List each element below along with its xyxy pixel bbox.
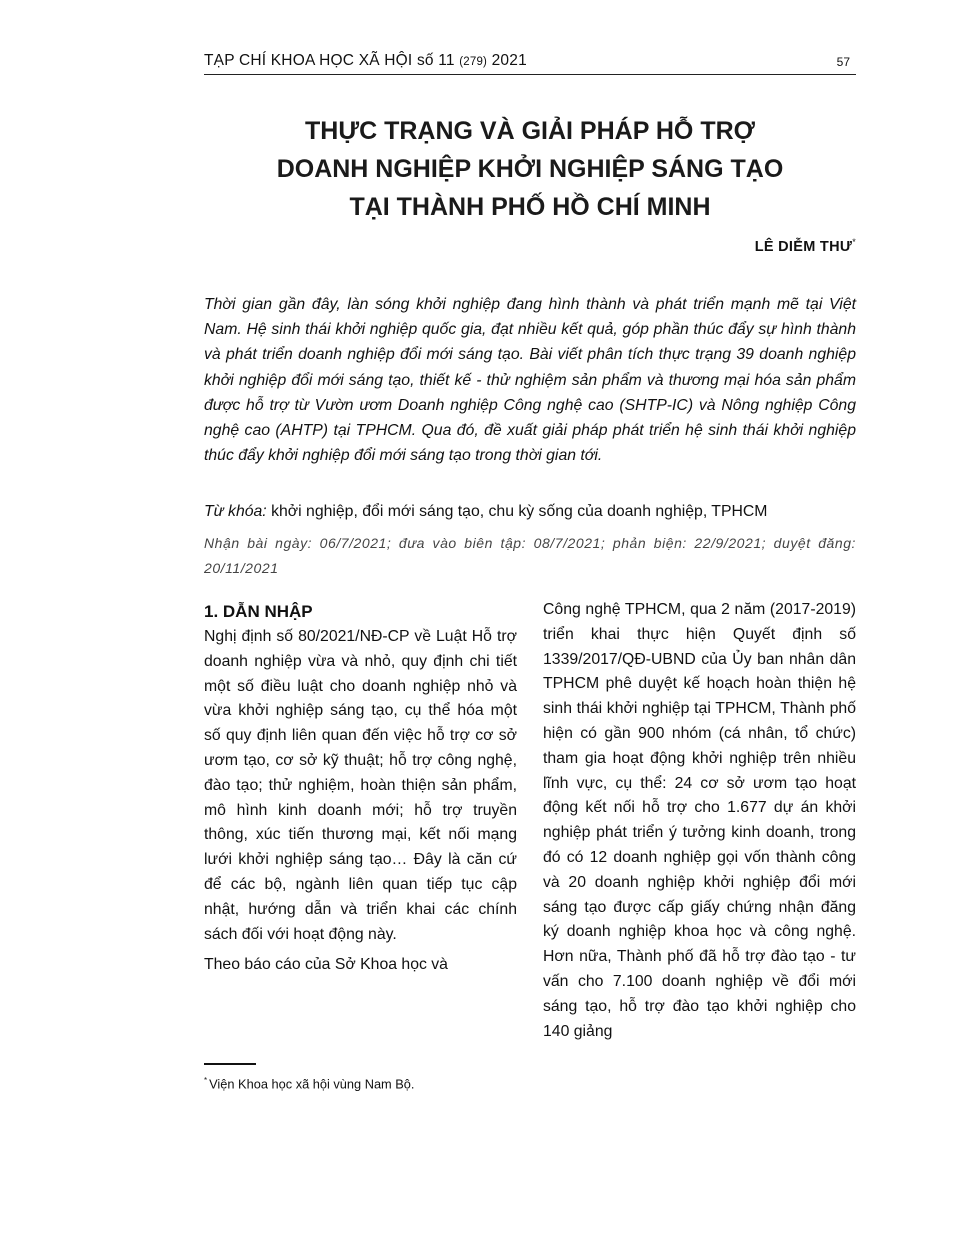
footnote-text: Viện Khoa học xã hội vùng Nam Bộ.: [209, 1076, 415, 1092]
right-column: [543, 598, 856, 1044]
running-header: [204, 52, 856, 75]
title-line-3: TẠI THÀNH PHỐ HỒ CHÍ MINH: [349, 193, 711, 221]
submission-dates: Nhận bài ngày: 06/7/2021; đưa vào biên tập: 08/7/2021; phản biện: 22/9/2021; duyệt đăng: 20/11/2021: [204, 535, 856, 576]
keywords: [204, 503, 856, 521]
title-line-1: THỰC TRẠNG VÀ GIẢI PHÁP HỖ TRỢ: [305, 117, 755, 145]
left-column: [204, 598, 517, 978]
journal-year: 2021: [491, 52, 527, 69]
author: [755, 237, 856, 255]
journal-issue: (279): [459, 56, 488, 68]
paragraph-2-start: Theo báo cáo của Sở Khoa học và: [204, 956, 448, 974]
journal-name: [204, 52, 527, 70]
paragraph-1: Nghị định số 80/2021/NĐ-CP về Luật Hỗ trợ doanh nghiệp vừa và nhỏ, quy định chi tiết một số điều luật cho doanh nghiệp nhỏ và vừa khởi nghiệp sáng tạo, cụ thể hóa một số quy định liên quan đến việc hỗ trợ cơ sở ươm tạo, cơ sở kỹ thuật; hỗ trợ công nghệ, đào tạo; thử nghiệm, hoàn thiện sản phẩm, mô hình kinh doanh mới; hỗ trợ truyền thông, xúc tiến thương mại, kết nối mạng lưới khởi nghiệp sáng tạo… Đây là căn cứ để các bộ, ngành liên quan tiếp tục cập nhật, hướng dẫn và triển khai các chính sách đối với hoạt động này.: [204, 628, 517, 943]
paragraph-2-continued: Công nghệ TPHCM, qua 2 năm (2017-2019) triển khai thực hiện Quyết định số 1339/2017/QĐ-UBND của Ủy ban nhân dân TPHCM phê duyệt kế hoạch hoàn thiện hệ sinh thái khởi nghiệp tại TPHCM, Thành phố hiện có gần 900 nhóm (cá nhân, tổ chức) tham gia hoạt động khởi nghiệp trên nhiều lĩnh vực, cụ thể: 24 cơ sở ươm tạo hoạt động kết nối hỗ trợ cho 1.677 dự án khởi nghiệp phát triển ý tưởng kinh doanh, trong đó có 12 doanh nghiệp gọi vốn thành công và 20 doanh nghiệp khởi nghiệp đổi mới sáng tạo được cấp giấy chứng nhận đăng ký doanh nghiệp khoa học và công nghệ. Hơn nữa, Thành phố đã hỗ trợ đào tạo - tư vấn cho 7.100 doanh nghiệp về đổi mới sáng tạo, hỗ trợ đào tạo khởi nghiệp cho 140 giảng: [543, 601, 856, 1040]
footnote: [204, 1076, 414, 1091]
author-name: LÊ DIỄM THƯ: [754, 238, 853, 255]
abstract: Thời gian gần đây, làn sóng khởi nghiệp đang hình thành và phát triển mạnh mẽ tại Việt Nam. Hệ sinh thái khởi nghiệp quốc gia, đạt nhiều kết quả, góp phần thúc đẩy sự hình thành và phát triển doanh nghiệp đổi mới sáng tạo. Bài viết phân tích thực trạng 39 doanh nghiệp khởi nghiệp đổi mới sáng tạo, thiết kế - thử nghiệm sản phẩm và thương mại hóa sản phẩm được hỗ trợ từ Vườn ươm Doanh nghiệp Công nghệ cao (SHTP-IC) và Nông nghiệp Công nghệ cao (AHTP) tại TPHCM. Qua đó, đề xuất giải pháp phát triển hệ sinh thái khởi nghiệp thúc đẩy khởi nghiệp đổi mới sáng tạo trong thời gian tới.: [204, 296, 856, 465]
footnote-divider: [204, 1063, 256, 1065]
article-title: [204, 112, 856, 226]
keywords-text: khởi nghiệp, đổi mới sáng tạo, chu kỳ sống của doanh nghiệp, TPHCM: [271, 503, 768, 520]
page-number: 57: [836, 55, 850, 69]
keywords-label: Từ khóa:: [204, 503, 267, 520]
author-footnote-mark: *: [852, 237, 856, 247]
section-heading: 1. DẪN NHẬP: [204, 602, 313, 621]
footnote-mark: *: [204, 1076, 208, 1085]
title-line-2: DOANH NGHIỆP KHỞI NGHIỆP SÁNG TẠO: [276, 155, 784, 183]
journal-prefix: TẠP CHÍ KHOA HỌC XÃ HỘI số 11: [204, 52, 455, 69]
